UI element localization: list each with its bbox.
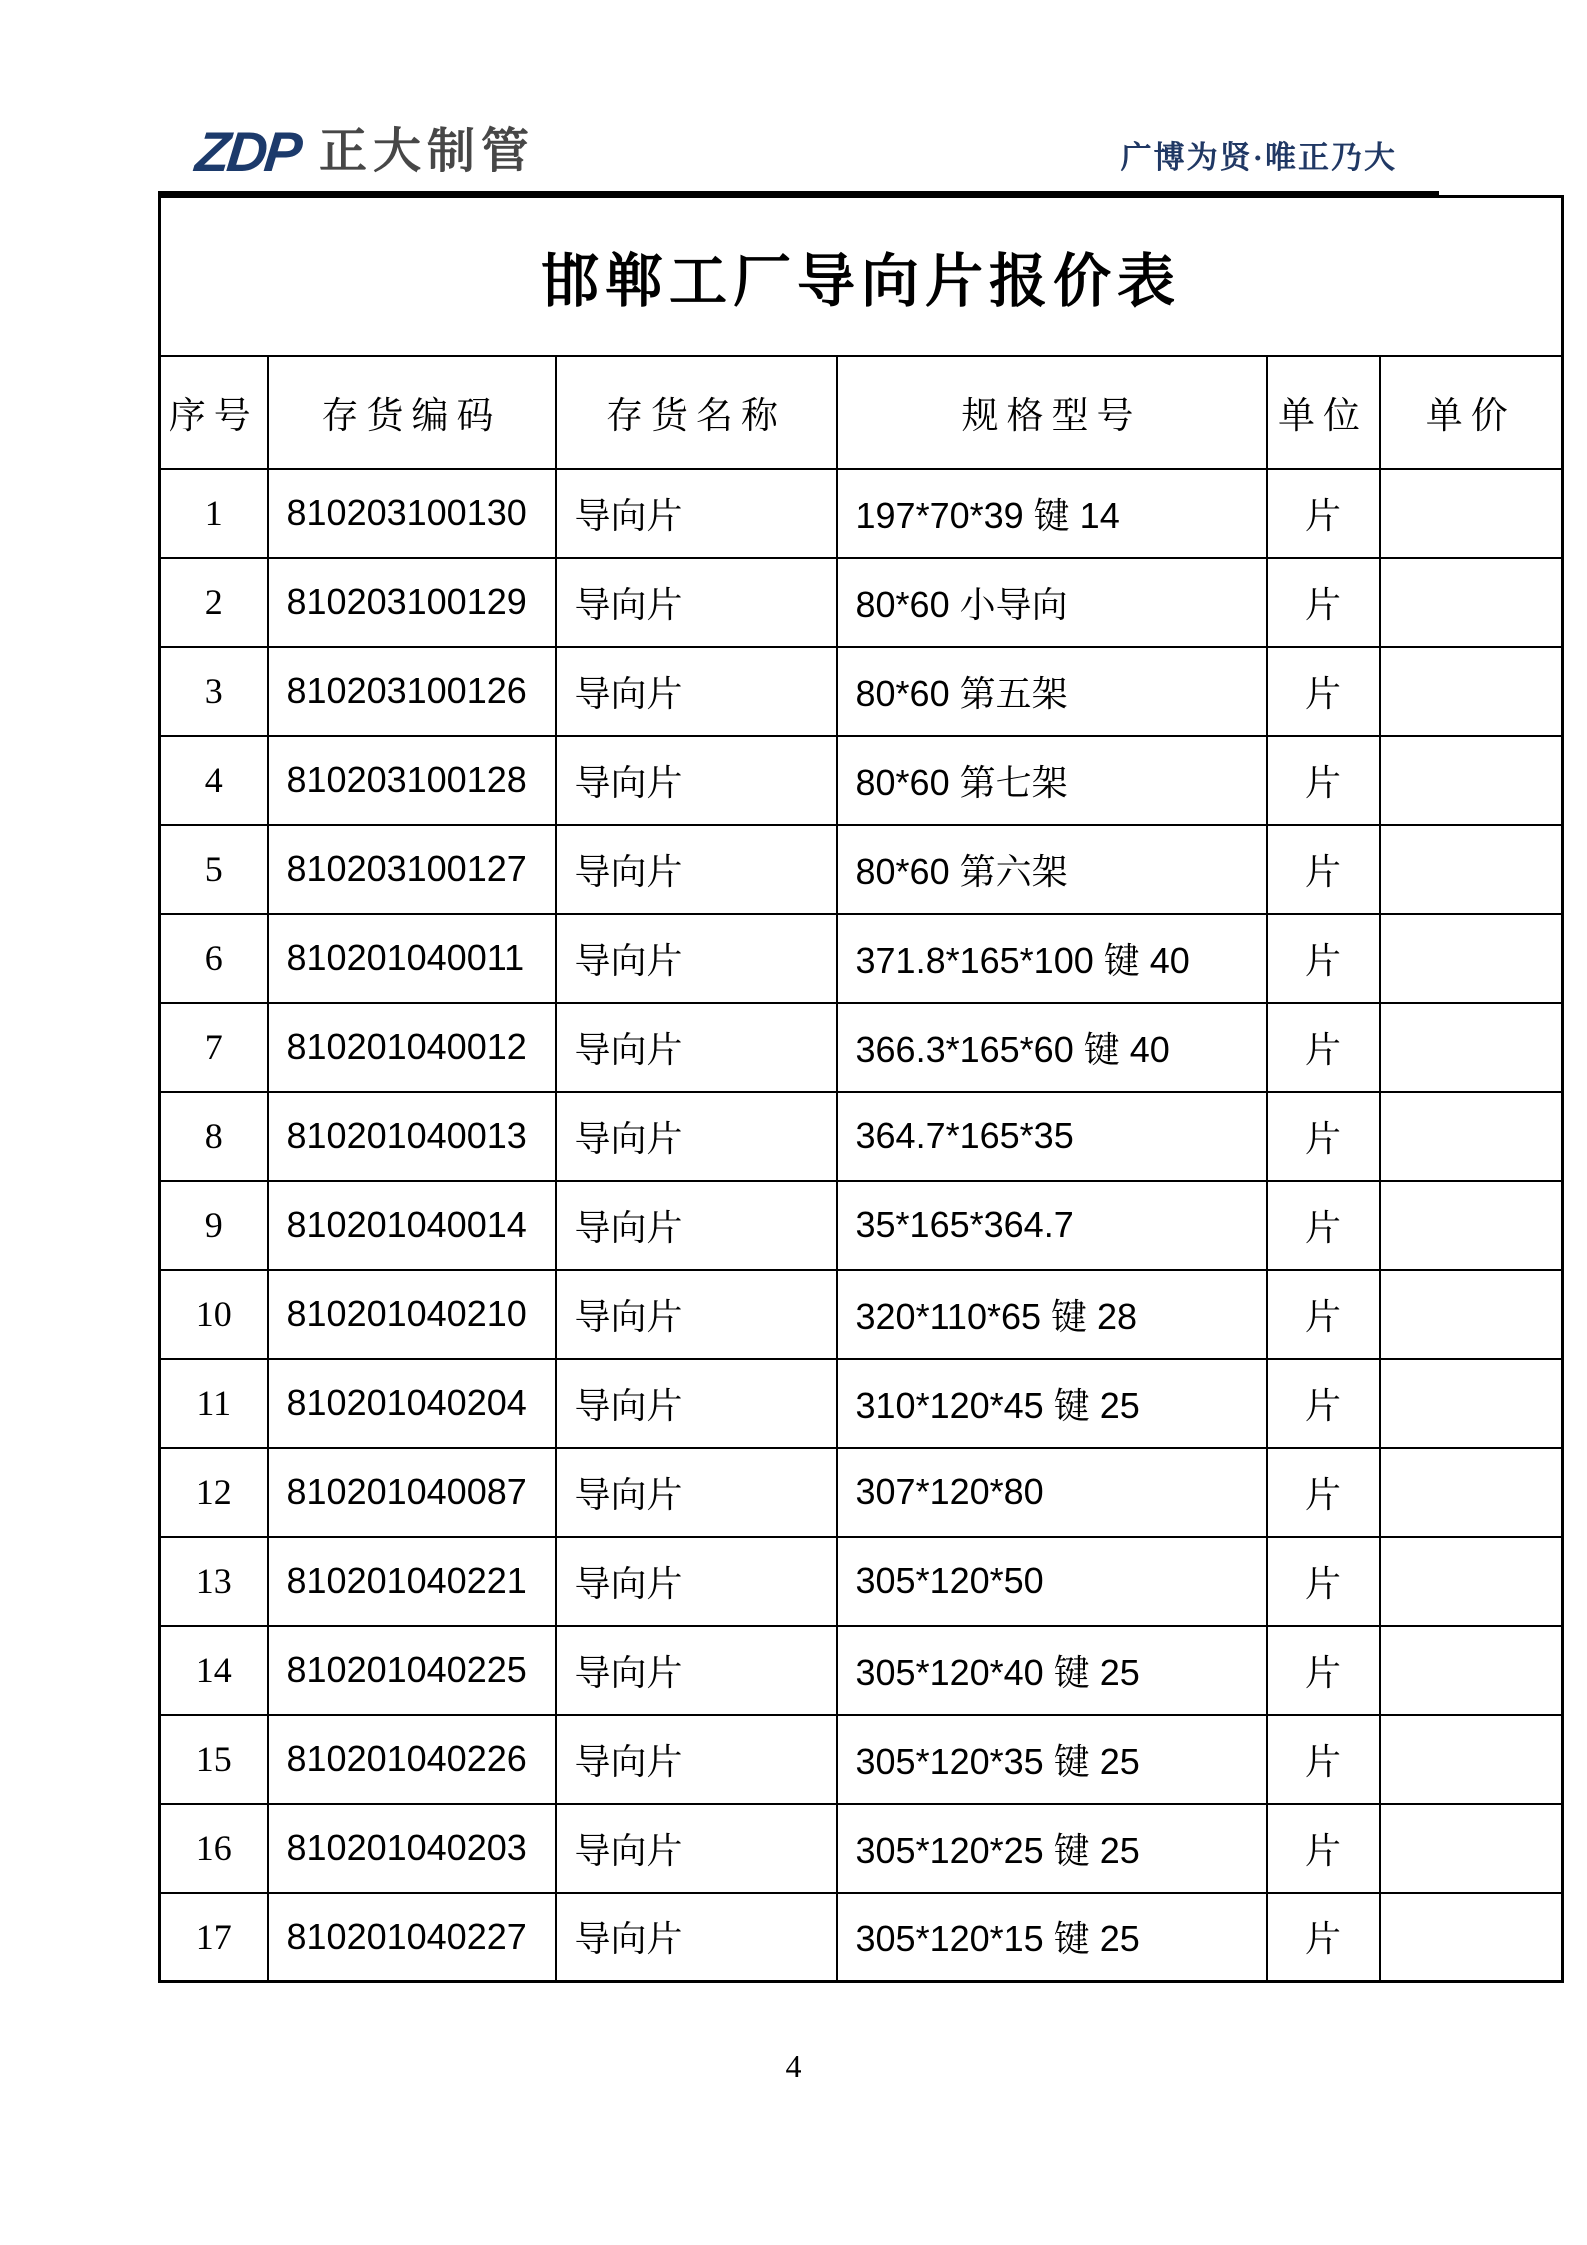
cell-name: 导向片 (556, 1626, 837, 1715)
table-row (160, 469, 1563, 558)
cell-seq: 3 (160, 647, 268, 736)
cell-unit: 片 (1267, 736, 1380, 825)
cell-code: 810201040011 (268, 914, 556, 1003)
table-row (160, 914, 1563, 1003)
cell-seq: 11 (160, 1359, 268, 1448)
cell-price (1380, 1715, 1563, 1804)
page-number: 4 (785, 2048, 802, 2084)
cell-code: 810201040225 (268, 1626, 556, 1715)
cell-spec: 310*120*45 键 25 (837, 1359, 1267, 1448)
table-row (160, 1537, 1563, 1626)
cell-spec: 80*60 第七架 (837, 736, 1267, 825)
cell-spec: 80*60 第六架 (837, 825, 1267, 914)
cell-unit: 片 (1267, 1626, 1380, 1715)
page-header (0, 0, 1587, 196)
table-header-row (160, 356, 1563, 469)
cell-name: 导向片 (556, 469, 837, 558)
cell-code: 810203100126 (268, 647, 556, 736)
cell-name: 导向片 (556, 1003, 837, 1092)
cell-name: 导向片 (556, 914, 837, 1003)
cell-unit: 片 (1267, 1092, 1380, 1181)
cell-price (1380, 1804, 1563, 1893)
cell-name: 导向片 (556, 558, 837, 647)
cell-price (1380, 1181, 1563, 1270)
cell-name: 导向片 (556, 1181, 837, 1270)
cell-name: 导向片 (556, 1270, 837, 1359)
cell-unit: 片 (1267, 1804, 1380, 1893)
table-title: 邯郸工厂导向片报价表 (160, 197, 1563, 356)
table-row (160, 1003, 1563, 1092)
cell-code: 810201040014 (268, 1181, 556, 1270)
column-header-unit: 单位 (1267, 356, 1380, 469)
table-row (160, 1270, 1563, 1359)
cell-code: 810201040013 (268, 1092, 556, 1181)
cell-code: 810201040221 (268, 1537, 556, 1626)
cell-spec: 80*60 小导向 (837, 558, 1267, 647)
cell-price (1380, 1893, 1563, 1982)
cell-spec: 35*165*364.7 (837, 1181, 1267, 1270)
cell-unit: 片 (1267, 1270, 1380, 1359)
cell-code: 810201040203 (268, 1804, 556, 1893)
cell-spec: 364.7*165*35 (837, 1092, 1267, 1181)
cell-code: 810203100128 (268, 736, 556, 825)
column-header-spec: 规格型号 (837, 356, 1267, 469)
table-row (160, 558, 1563, 647)
cell-seq: 4 (160, 736, 268, 825)
cell-name: 导向片 (556, 1537, 837, 1626)
cell-price (1380, 736, 1563, 825)
table-title-row (160, 197, 1563, 356)
cell-code: 810203100129 (268, 558, 556, 647)
table-row (160, 1626, 1563, 1715)
cell-price (1380, 914, 1563, 1003)
table-row (160, 1893, 1563, 1982)
table-row (160, 1181, 1563, 1270)
cell-seq: 10 (160, 1270, 268, 1359)
cell-code: 810203100127 (268, 825, 556, 914)
cell-name: 导向片 (556, 1448, 837, 1537)
cell-seq: 1 (160, 469, 268, 558)
cell-spec: 80*60 第五架 (837, 647, 1267, 736)
cell-price (1380, 1448, 1563, 1537)
cell-seq: 8 (160, 1092, 268, 1181)
cell-spec: 305*120*40 键 25 (837, 1626, 1267, 1715)
cell-spec: 197*70*39 键 14 (837, 469, 1267, 558)
quotation-table (158, 195, 1564, 1983)
column-header-code: 存货编码 (268, 356, 556, 469)
cell-unit: 片 (1267, 1537, 1380, 1626)
cell-code: 810201040226 (268, 1715, 556, 1804)
column-header-name: 存货名称 (556, 356, 837, 469)
cell-price (1380, 647, 1563, 736)
column-header-seq: 序号 (160, 356, 268, 469)
cell-code: 810201040227 (268, 1893, 556, 1982)
table-row (160, 1804, 1563, 1893)
cell-name: 导向片 (556, 736, 837, 825)
cell-spec: 371.8*165*100 键 40 (837, 914, 1267, 1003)
table-row (160, 825, 1563, 914)
cell-seq: 2 (160, 558, 268, 647)
cell-price (1380, 1270, 1563, 1359)
cell-seq: 12 (160, 1448, 268, 1537)
table-row (160, 647, 1563, 736)
cell-name: 导向片 (556, 1359, 837, 1448)
cell-code: 810201040204 (268, 1359, 556, 1448)
cell-unit: 片 (1267, 1448, 1380, 1537)
table-body (160, 197, 1563, 1982)
table-row (160, 736, 1563, 825)
cell-price (1380, 1003, 1563, 1092)
cell-spec: 366.3*165*60 键 40 (837, 1003, 1267, 1092)
cell-seq: 15 (160, 1715, 268, 1804)
table-row (160, 1448, 1563, 1537)
cell-spec: 305*120*25 键 25 (837, 1804, 1267, 1893)
cell-price (1380, 1626, 1563, 1715)
cell-spec: 305*120*35 键 25 (837, 1715, 1267, 1804)
cell-name: 导向片 (556, 1804, 837, 1893)
cell-name: 导向片 (556, 647, 837, 736)
cell-seq: 6 (160, 914, 268, 1003)
cell-unit: 片 (1267, 1715, 1380, 1804)
cell-seq: 5 (160, 825, 268, 914)
cell-seq: 7 (160, 1003, 268, 1092)
cell-unit: 片 (1267, 1181, 1380, 1270)
cell-name: 导向片 (556, 1893, 837, 1982)
table-row (160, 1092, 1563, 1181)
cell-spec: 307*120*80 (837, 1448, 1267, 1537)
cell-unit: 片 (1267, 825, 1380, 914)
cell-unit: 片 (1267, 1893, 1380, 1982)
cell-seq: 17 (160, 1893, 268, 1982)
cell-name: 导向片 (556, 825, 837, 914)
cell-unit: 片 (1267, 647, 1380, 736)
cell-seq: 13 (160, 1537, 268, 1626)
cell-unit: 片 (1267, 558, 1380, 647)
cell-unit: 片 (1267, 469, 1380, 558)
cell-name: 导向片 (556, 1715, 837, 1804)
cell-price (1380, 558, 1563, 647)
cell-seq: 14 (160, 1626, 268, 1715)
table-row (160, 1359, 1563, 1448)
cell-unit: 片 (1267, 914, 1380, 1003)
zdp-logo-icon: ZDP (192, 120, 303, 183)
company-slogan: 广博为贤·唯正乃大 (1120, 140, 1397, 175)
company-logo (192, 120, 536, 183)
cell-price (1380, 1359, 1563, 1448)
cell-spec: 305*120*15 键 25 (837, 1893, 1267, 1982)
cell-unit: 片 (1267, 1359, 1380, 1448)
company-name: 正大制管 (319, 125, 536, 178)
cell-code: 810203100130 (268, 469, 556, 558)
cell-seq: 16 (160, 1804, 268, 1893)
cell-spec: 305*120*50 (837, 1537, 1267, 1626)
cell-price (1380, 825, 1563, 914)
cell-spec: 320*110*65 键 28 (837, 1270, 1267, 1359)
table-row (160, 1715, 1563, 1804)
cell-price (1380, 1092, 1563, 1181)
cell-price (1380, 1537, 1563, 1626)
cell-code: 810201040210 (268, 1270, 556, 1359)
cell-unit: 片 (1267, 1003, 1380, 1092)
cell-code: 810201040087 (268, 1448, 556, 1537)
cell-code: 810201040012 (268, 1003, 556, 1092)
cell-price (1380, 469, 1563, 558)
cell-seq: 9 (160, 1181, 268, 1270)
column-header-price: 单价 (1380, 356, 1563, 469)
cell-name: 导向片 (556, 1092, 837, 1181)
